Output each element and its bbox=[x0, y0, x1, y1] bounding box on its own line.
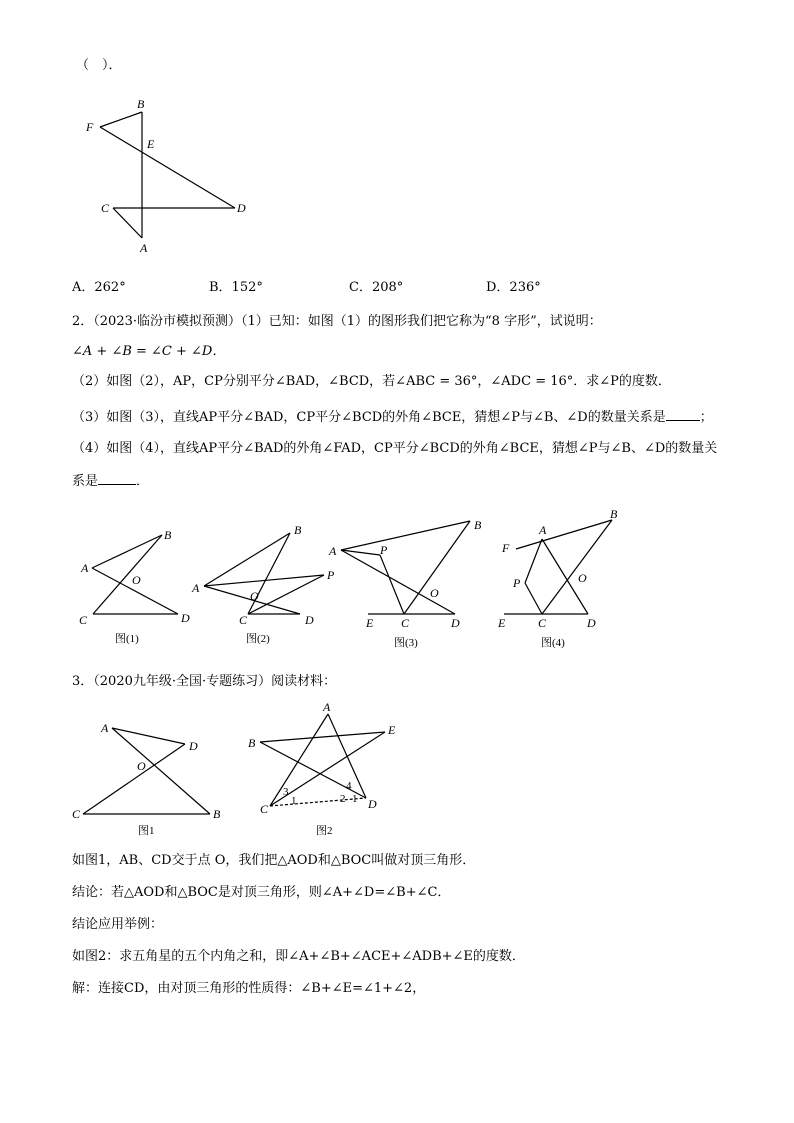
svg-text:P: P bbox=[327, 568, 335, 582]
svg-text:A: A bbox=[192, 581, 200, 595]
svg-text:O: O bbox=[250, 589, 259, 603]
svg-text:C: C bbox=[79, 613, 88, 627]
caption-fig1: 图1 bbox=[138, 825, 155, 837]
svg-text:B: B bbox=[213, 807, 221, 821]
option-c: C．208° bbox=[349, 280, 404, 295]
svg-text:B: B bbox=[294, 523, 302, 537]
svg-text:C: C bbox=[239, 613, 248, 627]
svg-text:D: D bbox=[368, 797, 377, 811]
svg-text:O: O bbox=[132, 573, 141, 587]
caption-fig-4: 图(4) bbox=[541, 637, 565, 649]
svg-text:B: B bbox=[610, 507, 618, 521]
svg-text:D: D bbox=[305, 613, 314, 627]
svg-text:O: O bbox=[430, 586, 439, 600]
svg-text:1: 1 bbox=[291, 795, 297, 807]
q1-label-d: D bbox=[237, 201, 246, 215]
q2-part2: （2）如图（2），AP，CP分别平分∠BAD，∠BCD，若∠ABC = 36°，∠ADC = 16°．求∠P的度数． bbox=[72, 374, 671, 389]
q3-line-2: 结论：若△AOD和△BOC是对顶三角形，则∠A+∠D=∠B+∠C． bbox=[72, 885, 451, 900]
q2-intro: 2．（2023·临汾市模拟预测）（1）已知：如图（1）的图形我们把它称为“8 字形”，试说明： bbox=[72, 314, 602, 329]
q2-part3-text: （3）如图（3），直线AP平分∠BAD，CP平分∠BCD的外角∠BCE，猜想∠P与∠B、∠D的数量关系是 bbox=[72, 410, 666, 425]
svg-text:B: B bbox=[164, 528, 172, 542]
svg-text:1: 1 bbox=[352, 793, 358, 805]
svg-text:O: O bbox=[578, 571, 587, 585]
svg-text:A: A bbox=[101, 721, 109, 735]
q1-label-b: B bbox=[137, 97, 145, 111]
svg-text:3: 3 bbox=[283, 786, 289, 798]
q2-part4-end: ． bbox=[136, 474, 150, 489]
svg-text:B: B bbox=[248, 736, 256, 750]
q3-line-4: 如图2：求五角星的五个内角之和，即∠A+∠B+∠ACE+∠ADB+∠E的度数． bbox=[72, 949, 525, 964]
svg-text:P: P bbox=[380, 543, 388, 557]
q3-line-3: 结论应用举例： bbox=[72, 917, 164, 932]
svg-text:A: A bbox=[81, 561, 89, 575]
svg-text:4: 4 bbox=[346, 780, 352, 792]
option-a: A．262° bbox=[72, 280, 126, 295]
q1-label-e: E bbox=[147, 137, 155, 151]
svg-text:A: A bbox=[539, 523, 547, 537]
answer-paren: （ ）． bbox=[76, 58, 122, 73]
svg-text:O: O bbox=[137, 759, 146, 773]
svg-text:A: A bbox=[329, 544, 337, 558]
svg-text:2: 2 bbox=[340, 793, 346, 805]
svg-text:B: B bbox=[474, 518, 482, 532]
q1-label-a: A bbox=[140, 241, 148, 255]
q3-line-5: 解：连接CD，由对顶三角形的性质得：∠B+∠E=∠1+∠2， bbox=[72, 981, 426, 996]
caption-fig2: 图2 bbox=[316, 825, 333, 837]
svg-text:F: F bbox=[502, 541, 510, 555]
svg-text:D: D bbox=[189, 739, 198, 753]
caption-fig-1: 图(1) bbox=[115, 633, 139, 645]
q3-line-1: 如图1，AB、CD交于点 O，我们把△AOD和△BOC叫做对顶三角形． bbox=[72, 853, 476, 868]
q2-part3-end: ； bbox=[699, 410, 713, 425]
caption-fig-3: 图(3) bbox=[394, 637, 418, 649]
svg-text:E: E bbox=[388, 723, 396, 737]
svg-text:C: C bbox=[401, 616, 410, 630]
svg-text:C: C bbox=[260, 802, 269, 816]
q2-part4: （4）如图（4），直线AP平分∠BAD的外角∠FAD，CP平分∠BCD的外角∠BCE，猜想∠P与∠B、∠D的数量关 bbox=[72, 441, 718, 456]
svg-text:D: D bbox=[451, 616, 460, 630]
q3-intro: 3．（2020九年级·全国·专题练习）阅读材料： bbox=[72, 674, 337, 689]
svg-text:C: C bbox=[72, 807, 81, 821]
caption-fig-2: 图(2) bbox=[246, 633, 270, 645]
svg-text:P: P bbox=[513, 576, 521, 590]
q2-part4b-text: 系是 bbox=[72, 474, 99, 489]
svg-text:E: E bbox=[498, 616, 506, 630]
option-d: D．236° bbox=[486, 280, 541, 295]
q1-label-c: C bbox=[101, 201, 110, 215]
q2-formula: ∠A + ∠B = ∠C + ∠D． bbox=[72, 344, 226, 359]
svg-text:A: A bbox=[323, 700, 331, 714]
svg-text:D: D bbox=[587, 616, 596, 630]
svg-text:E: E bbox=[366, 616, 374, 630]
q1-label-f: F bbox=[86, 120, 94, 134]
svg-text:C: C bbox=[538, 616, 547, 630]
option-b: B．152° bbox=[209, 280, 263, 295]
svg-text:D: D bbox=[181, 611, 190, 625]
